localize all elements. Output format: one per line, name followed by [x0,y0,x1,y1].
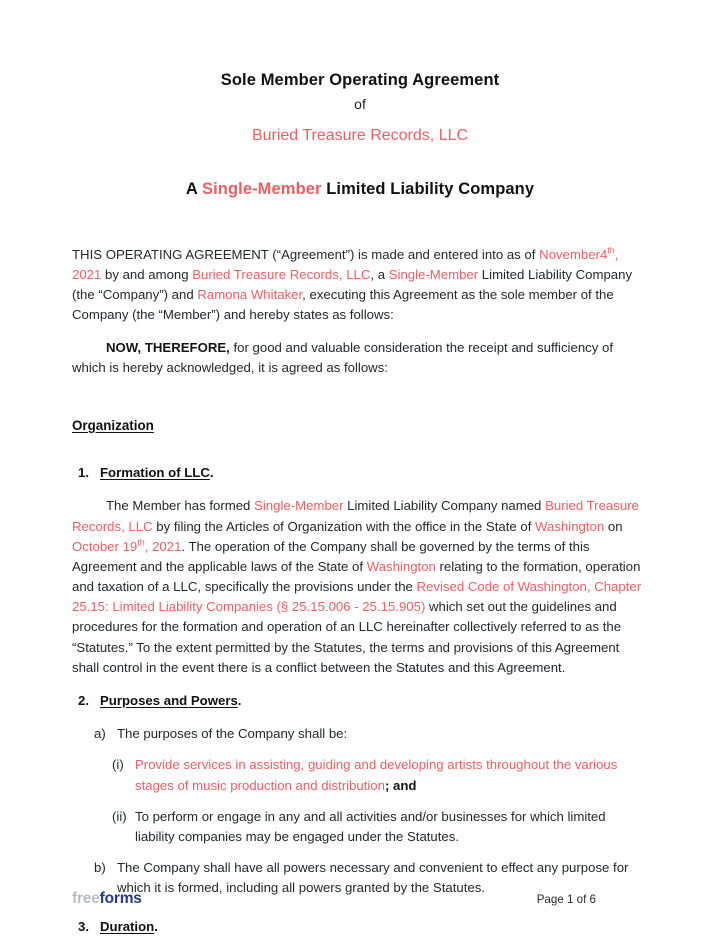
formation-statute-citation: Revised Code of Washington, Chapter 25.15: Limited Liability Companies (§ 25.15.006 - 25.15.905) [72,579,642,615]
title-block [72,0,648,199]
list-item-text [135,755,648,795]
list-item-duration [72,917,648,936]
purposes-label-period: . [237,693,242,709]
now-therefore-label: NOW, THEREFORE, [106,340,230,356]
formation-text-d: on [604,518,623,534]
purpose-detail-conjunction: ; and [384,777,417,793]
organization-heading-row [72,398,648,450]
list-item-label [100,463,214,483]
company-name-value: Buried Treasure Records, LLC [251,127,469,145]
preamble-text-e: , executing this Agreement as the sole member of the Company (the “Member”) and hereby states as follows: [72,286,614,323]
preamble-text-b: by and among [101,266,193,282]
subtitle-prefix: A [185,179,202,198]
formation-text-f: relating to the formation, operation and taxation of a LLC, specifically the provisions under the [72,558,641,595]
formation-text-a: The Member has formed [106,498,255,514]
preamble-member-name: Ramona Whitaker [197,286,303,302]
page-footer [72,882,648,908]
formation-text-g: which set out the guidelines and procedures for the formation and operation of an LLC hereinafter collectively referred to as the “Statutes.” To the extent permitted by the Statutes, the terms and provisions of this Agreement shall control in the event there is a conflict between the Statutes and this Agreement. [72,599,622,675]
page-number: Page 1 of 6 [536,893,596,906]
list-item-purposes-a-ii [72,807,648,847]
formation-state-first: Washington [535,518,605,534]
duration-label-period: . [154,918,158,934]
logo-text-free: free [72,890,100,907]
list-marker: (ii) [112,808,127,824]
agreement-date-month: November [539,246,600,262]
list-item-text: The Company shall have all powers necessary and convenient to effect any purpose for which it is formed, including all powers granted by the Statutes. [117,860,629,896]
duration-label-underline: Duration [100,918,155,934]
list-item-formation [72,463,648,483]
entity-type-subtitle [72,180,648,199]
formation-member-type: Single-Member [254,498,344,514]
list-marker: 1. [78,465,89,481]
now-therefore-text: for good and valuable consideration the receipt and sufficiency of which is hereby acknowledged, it is agreed as follows: [72,340,614,376]
list-marker: b) [94,860,106,876]
preamble-text-d: Limited Liability Company (the “Company”) and [72,266,633,302]
list-marker: 2. [78,693,89,709]
document-content [72,0,648,936]
formation-paragraph [72,496,648,678]
page-title: Sole Member Operating Agreement [220,71,500,89]
agreement-date-year: , 2021 [72,246,619,282]
formation-filing-date-year: , 2021 [144,538,182,554]
formation-label-underline: Formation of LLC [100,465,210,481]
formation-text-c: by filing the Articles of Organization with the office in the State of [152,518,536,534]
freeforms-logo [72,890,142,908]
list-item-purposes-a-i [72,755,648,795]
preamble-paragraph [72,245,648,326]
preamble-company-name: Buried Treasure Records, LLC [192,266,371,282]
formation-filing-date: October 19 [72,538,138,554]
agreement-date-day-suffix: th [607,245,615,256]
formation-text-b: Limited Liability Company named [343,498,546,514]
list-marker: a) [94,726,106,742]
formation-label-period: . [209,465,214,481]
subtitle-suffix: Limited Liability Company [321,179,535,198]
document-body [72,245,648,936]
preamble-text-c: , a [370,266,389,282]
list-item-purposes [72,691,648,711]
preamble-text-a: THIS OPERATING AGREEMENT (“Agreement”) is made and entered into as of [72,246,540,262]
list-item-text: The purposes of the Company shall be: [117,726,348,742]
now-therefore-paragraph [72,338,648,378]
list-marker: (i) [112,757,124,773]
subtitle-member-type: Single-Member [201,179,322,198]
formation-filing-date-suffix: th [137,537,145,548]
list-item-label [100,917,158,936]
formation-state-second: Washington [366,558,436,574]
purpose-detail-value: Provide services in assisting, guiding and developing artists throughout the various stages of music production and distribution [135,757,618,793]
formation-text-e: . The operation of the Company shall be governed by the terms of this Agreement and the applicable laws of the State of [72,538,590,574]
list-marker: 3. [78,918,89,934]
organization-heading: Organization [72,417,154,433]
purposes-label-underline: Purposes and Powers [100,693,238,709]
logo-text-forms: forms [99,890,142,907]
list-item-label [100,691,241,711]
list-item-purposes-a [72,724,648,744]
formation-company-name: Buried Treasure Records, LLC [72,498,639,534]
list-item-text: To perform or engage in any and all activities and/or businesses for which limited liability companies may be engaged under the Statutes. [135,808,606,844]
agreement-date-day: 4 [599,246,608,262]
company-name-title [72,125,648,147]
title-connector: of [354,96,366,113]
preamble-member-type: Single-Member [388,266,479,282]
